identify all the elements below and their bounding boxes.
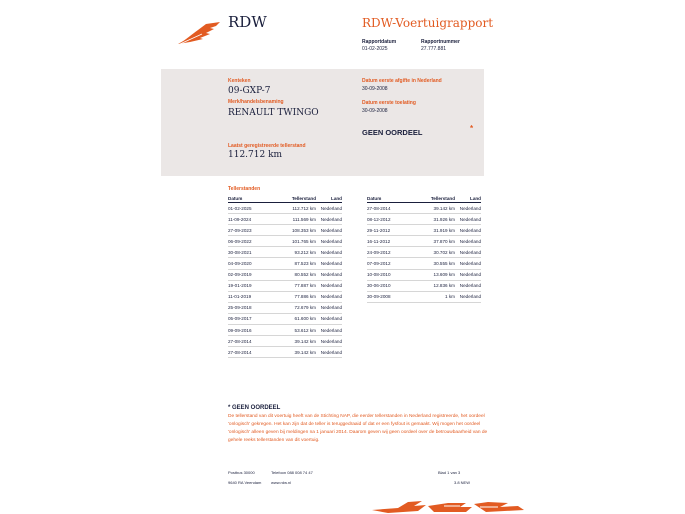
table-row <box>228 214 342 225</box>
cell-reading: 30.702 km <box>403 247 455 258</box>
cell-date: 24-09-2012 <box>367 247 403 258</box>
cell-date: 10-08-2010 <box>367 269 403 280</box>
cell-country: Nederland <box>455 291 481 302</box>
decorative-stripes-icon <box>368 498 528 514</box>
cell-reading: 87.523 km <box>264 258 316 269</box>
cell-country: Nederland <box>455 247 481 258</box>
footer-website[interactable]: www.rdw.nl <box>271 480 292 485</box>
cell-country: Nederland <box>316 336 342 347</box>
last-reading-value: 112.712 km <box>228 150 283 160</box>
report-number: 27.777.881 <box>421 46 447 52</box>
odometer-table-right <box>367 194 481 303</box>
table-row <box>367 214 481 225</box>
cell-country: Nederland <box>316 258 342 269</box>
footer-version: 3.8 NEW <box>454 480 471 485</box>
table-row <box>367 258 481 269</box>
table-row <box>228 291 342 302</box>
cell-date: 27-09-2023 <box>228 225 264 236</box>
footer-page-number: Blad 1 van 3 <box>438 470 461 475</box>
cell-date: 04-09-2020 <box>228 258 264 269</box>
cell-reading: 80.552 km <box>264 269 316 280</box>
cell-reading: 31.919 km <box>403 225 455 236</box>
cell-date: 08-12-2012 <box>367 214 403 225</box>
plate-label: Kenteken <box>228 78 251 84</box>
cell-date: 30-08-2021 <box>228 247 264 258</box>
first-nl-label: Datum eerste afgifte in Nederland <box>362 78 442 84</box>
table-row <box>228 280 342 291</box>
cell-date: 02-09-2019 <box>228 269 264 280</box>
cell-date: 30-06-2010 <box>367 280 403 291</box>
last-reading-label: Laatst geregistreerde tellerstand <box>228 143 306 149</box>
cell-country: Nederland <box>316 291 342 302</box>
cell-country: Nederland <box>455 258 481 269</box>
first-nl-value: 30-09-2008 <box>362 86 388 92</box>
table-row <box>228 225 342 236</box>
col-date-header: Datum <box>228 194 264 203</box>
cell-date: 27-08-2014 <box>228 347 264 358</box>
table-row <box>367 269 481 280</box>
cell-reading: 31.926 km <box>403 214 455 225</box>
cell-country: Nederland <box>316 225 342 236</box>
cell-country: Nederland <box>316 313 342 324</box>
table-row <box>228 269 342 280</box>
make-label: Merk/handelsbenaming <box>228 99 284 105</box>
cell-reading: 39.142 km <box>264 336 316 347</box>
cell-date: 30-09-2008 <box>367 291 403 302</box>
cell-country: Nederland <box>455 214 481 225</box>
cell-reading: 93.212 km <box>264 247 316 258</box>
col-date-header: Datum <box>367 194 403 203</box>
cell-country: Nederland <box>316 247 342 258</box>
col-country-header: Land <box>316 194 342 203</box>
table-row <box>228 336 342 347</box>
col-reading-header: Tellerstand <box>264 194 316 203</box>
cell-reading: 112.712 km <box>264 203 316 214</box>
table-row <box>228 302 342 313</box>
brand-name: RDW <box>228 13 267 31</box>
odometer-section-label: Tellerstanden <box>228 186 261 192</box>
cell-country: Nederland <box>316 203 342 214</box>
report-title: RDW-Voertuigrapport <box>362 16 494 30</box>
verdict-asterisk: * <box>470 124 474 133</box>
table-row <box>367 236 481 247</box>
cell-reading: 30.555 km <box>403 258 455 269</box>
cell-country: Nederland <box>316 347 342 358</box>
footer-address-line2: 9640 RA Veendam <box>228 480 262 485</box>
cell-reading: 37.870 km <box>403 236 455 247</box>
cell-date: 27-08-2014 <box>228 336 264 347</box>
cell-date: 09-09-2016 <box>228 325 264 336</box>
cell-date: 07-09-2012 <box>367 258 403 269</box>
cell-date: 11-01-2019 <box>228 291 264 302</box>
cell-reading: 53.612 km <box>264 325 316 336</box>
table-header-row <box>367 194 481 203</box>
table-row <box>228 258 342 269</box>
table-row <box>228 313 342 324</box>
cell-country: Nederland <box>455 225 481 236</box>
col-reading-header: Tellerstand <box>403 194 455 203</box>
odometer-table-left <box>228 194 342 358</box>
cell-reading: 13.609 km <box>403 269 455 280</box>
footer-phone: Telefoon 088 008 74 47 <box>271 470 313 475</box>
table-row <box>367 225 481 236</box>
note-body: De tellerstand van dit voertuig heeft van de Stichting NAP, die eerder tellerstanden in Nederland registreerde, het oordeel 'onlogisch' gekregen. Het kan zijn dat de teller is teruggedraaid of dat er een fysfout is gemaakt. Wij mogen het oordeel 'onlogisch' alleen geven bij meldingen na 1 januari 2014. Daarom geven wij geen oordeel over de betrouwbaarheid van de gehele reeks tellerstanden van dit voertuig. <box>228 414 488 443</box>
cell-date: 05-09-2017 <box>228 313 264 324</box>
first-admission-value: 30-09-2008 <box>362 108 388 114</box>
table-row <box>367 247 481 258</box>
cell-date: 29-11-2012 <box>367 225 403 236</box>
cell-reading: 12.836 km <box>403 280 455 291</box>
cell-country: Nederland <box>316 214 342 225</box>
cell-country: Nederland <box>316 325 342 336</box>
cell-country: Nederland <box>316 280 342 291</box>
table-row <box>228 203 342 214</box>
footer-address-line1: Postbus 30000 <box>228 470 255 475</box>
cell-country: Nederland <box>455 236 481 247</box>
make-value: RENAULT TWINGO <box>228 108 319 118</box>
table-row <box>228 325 342 336</box>
first-admission-label: Datum eerste toelating <box>362 100 416 106</box>
table-header-row <box>228 194 342 203</box>
cell-reading: 72.679 km <box>264 302 316 313</box>
cell-country: Nederland <box>316 302 342 313</box>
cell-date: 01-02-2025 <box>228 203 264 214</box>
col-country-header: Land <box>455 194 481 203</box>
cell-reading: 111.569 km <box>264 214 316 225</box>
cell-date: 16-11-2012 <box>367 236 403 247</box>
cell-reading: 61.600 km <box>264 313 316 324</box>
cell-country: Nederland <box>316 269 342 280</box>
report-date: 01-02-2025 <box>362 46 388 52</box>
note-title: * GEEN OORDEEL <box>228 405 281 411</box>
table-row <box>367 280 481 291</box>
cell-country: Nederland <box>455 280 481 291</box>
rdw-logo-icon <box>176 20 224 46</box>
cell-date: 06-09-2022 <box>228 236 264 247</box>
cell-reading: 77.886 km <box>264 291 316 302</box>
cell-reading: 77.887 km <box>264 280 316 291</box>
table-row <box>367 203 481 214</box>
report-date-label: Rapportdatum <box>362 39 397 45</box>
table-row <box>228 347 342 358</box>
verdict-value: GEEN OORDEEL <box>362 128 423 137</box>
cell-country: Nederland <box>455 269 481 280</box>
cell-reading: 101.765 km <box>264 236 316 247</box>
cell-country: Nederland <box>455 203 481 214</box>
table-row <box>228 236 342 247</box>
cell-date: 19-01-2019 <box>228 280 264 291</box>
table-row <box>367 291 481 302</box>
cell-date: 25-09-2018 <box>228 302 264 313</box>
vehicle-summary-panel <box>161 69 484 176</box>
cell-reading: 39.142 km <box>403 203 455 214</box>
cell-date: 27-08-2014 <box>367 203 403 214</box>
cell-reading: 108.353 km <box>264 225 316 236</box>
table-row <box>228 247 342 258</box>
cell-reading: 1 km <box>403 291 455 302</box>
report-number-label: Rapportnummer <box>421 39 460 45</box>
cell-date: 11-09-2024 <box>228 214 264 225</box>
cell-reading: 39.142 km <box>264 347 316 358</box>
cell-country: Nederland <box>316 236 342 247</box>
plate-value: 09-GXP-7 <box>228 86 271 96</box>
